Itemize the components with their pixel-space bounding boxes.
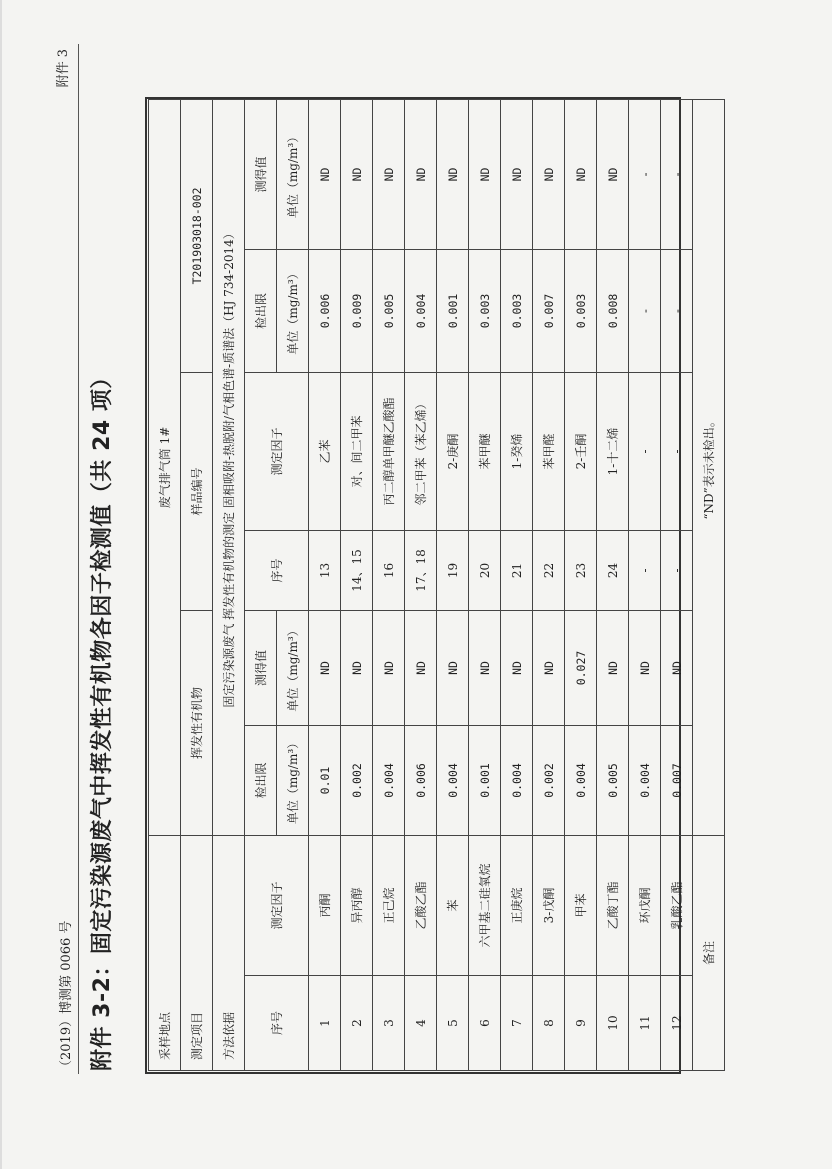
cell-value-right: ND <box>437 99 469 249</box>
cell-limit-right: 0.005 <box>373 249 405 372</box>
cell-limit-left: 0.01 <box>309 725 341 835</box>
cell-seq-left: 12 <box>661 976 693 1071</box>
row-sample-site <box>149 99 181 1070</box>
cell-limit-right: 0.003 <box>565 249 597 372</box>
table-row <box>309 99 341 1070</box>
method-label: 方法依据 <box>213 835 245 1070</box>
table-row <box>469 99 501 1070</box>
cell-limit-right: 0.003 <box>469 249 501 372</box>
cell-factor-left: 乙酸丁酯 <box>597 835 629 975</box>
cell-value-left: ND <box>629 610 661 725</box>
col-measured-left: 测得值 <box>245 610 277 725</box>
col-unit-limit-right: 单位（mg/m³） <box>277 249 309 372</box>
cell-seq-right: - <box>629 530 661 610</box>
cell-seq-right: 21 <box>501 530 533 610</box>
row-col-header-1 <box>245 99 277 1070</box>
row-item <box>181 99 213 1070</box>
cell-value-right: ND <box>341 99 373 249</box>
table-row <box>597 99 629 1070</box>
table-row <box>341 99 373 1070</box>
col-factor-left: 测定因子 <box>245 835 309 975</box>
cell-factor-right: 邻二甲苯（苯乙烯） <box>405 372 437 530</box>
cell-value-left: ND <box>341 610 373 725</box>
table-row <box>565 99 597 1070</box>
cell-limit-right: 0.006 <box>309 249 341 372</box>
cell-limit-left: 0.004 <box>501 725 533 835</box>
cell-factor-left: 六甲基二硅氧烷 <box>469 835 501 975</box>
cell-value-right: - <box>629 99 661 249</box>
cell-limit-right: 0.001 <box>437 249 469 372</box>
document-number: （2019）博测第 0066 号 <box>59 920 74 1073</box>
cell-value-left: ND <box>501 610 533 725</box>
page-title: 附件 3-2：固定污染源废气中挥发性有机物各因子检测值（共 24 项） <box>90 366 115 1071</box>
cell-seq-right: 16 <box>373 530 405 610</box>
cell-factor-left: 异丙醇 <box>341 835 373 975</box>
col-unit-measured-right: 单位（mg/m³） <box>277 99 309 249</box>
page-edge <box>0 0 2 1169</box>
cell-value-left: ND <box>405 610 437 725</box>
cell-limit-left: 0.004 <box>437 725 469 835</box>
cell-limit-left: 0.006 <box>405 725 437 835</box>
cell-value-left: ND <box>309 610 341 725</box>
cell-seq-right: - <box>661 530 693 610</box>
cell-seq-right: 17、18 <box>405 530 437 610</box>
cell-factor-left: 正庚烷 <box>501 835 533 975</box>
cell-value-right: ND <box>373 99 405 249</box>
cell-limit-right: 0.008 <box>597 249 629 372</box>
cell-limit-left: 0.005 <box>597 725 629 835</box>
cell-seq-right: 24 <box>597 530 629 610</box>
sample-site-value: 废气排气筒 1# <box>149 99 181 835</box>
cell-limit-right: - <box>661 249 693 372</box>
table-row <box>501 99 533 1070</box>
remarks-label: 备注 <box>693 835 725 1070</box>
cell-seq-right: 13 <box>309 530 341 610</box>
row-method <box>213 99 245 1070</box>
cell-seq-right: 14、15 <box>341 530 373 610</box>
method-value: 固定污染源废气 挥发性有机物的测定 固相吸附-热脱附/气相色谱-质谱法（HJ 734-2014） <box>213 99 245 835</box>
cell-factor-left: 甲苯 <box>565 835 597 975</box>
cell-seq-right: 22 <box>533 530 565 610</box>
table-row <box>661 99 693 1070</box>
cell-value-left: ND <box>373 610 405 725</box>
table-row <box>373 99 405 1070</box>
cell-seq-left: 3 <box>373 976 405 1071</box>
cell-factor-right: - <box>629 372 661 530</box>
cell-seq-left: 11 <box>629 976 661 1071</box>
table-row <box>533 99 565 1070</box>
col-seq-right: 序号 <box>245 530 309 610</box>
cell-seq-left: 9 <box>565 976 597 1071</box>
cell-value-left: ND <box>661 610 693 725</box>
cell-factor-left: 苯 <box>437 835 469 975</box>
cell-seq-right: 20 <box>469 530 501 610</box>
cell-limit-left: 0.004 <box>629 725 661 835</box>
cell-seq-left: 4 <box>405 976 437 1071</box>
table-row <box>405 99 437 1070</box>
cell-value-left: ND <box>469 610 501 725</box>
cell-factor-right: 2-庚酮 <box>437 372 469 530</box>
attachment-label: 附件 3 <box>56 49 71 88</box>
cell-factor-left: 乳酸乙酯 <box>661 835 693 975</box>
cell-value-left: ND <box>597 610 629 725</box>
cell-factor-left: 乙酸乙酯 <box>405 835 437 975</box>
cell-factor-right: 1-十二烯 <box>597 372 629 530</box>
cell-limit-left: 0.001 <box>469 725 501 835</box>
cell-factor-right: 1-癸烯 <box>501 372 533 530</box>
remarks-text: “ND”表示未检出。 <box>693 99 725 835</box>
cell-seq-left: 5 <box>437 976 469 1071</box>
cell-value-left: ND <box>533 610 565 725</box>
cell-seq-left: 7 <box>501 976 533 1071</box>
cell-value-left: ND <box>437 610 469 725</box>
cell-seq-right: 23 <box>565 530 597 610</box>
cell-value-right: ND <box>533 99 565 249</box>
table-row <box>629 99 661 1070</box>
cell-seq-left: 6 <box>469 976 501 1071</box>
col-seq-left: 序号 <box>245 976 309 1071</box>
cell-limit-left: 0.004 <box>565 725 597 835</box>
cell-factor-left: 正己烷 <box>373 835 405 975</box>
cell-value-right: ND <box>501 99 533 249</box>
col-limit-right: 检出限 <box>245 249 277 372</box>
cell-factor-right: - <box>661 372 693 530</box>
row-remarks <box>693 99 725 1070</box>
cell-limit-left: 0.007 <box>661 725 693 835</box>
cell-limit-right: 0.004 <box>405 249 437 372</box>
sample-no-label: 样品编号 <box>181 372 213 610</box>
cell-factor-left: 3-戊酮 <box>533 835 565 975</box>
cell-value-right: ND <box>565 99 597 249</box>
cell-limit-left: 0.002 <box>341 725 373 835</box>
col-measured-right: 测得值 <box>245 99 277 249</box>
sample-site-label: 采样地点 <box>149 835 181 1070</box>
cell-seq-left: 1 <box>309 976 341 1071</box>
cell-value-right: ND <box>597 99 629 249</box>
sample-no-value: T201903018-002 <box>181 99 213 372</box>
cell-seq-right: 19 <box>437 530 469 610</box>
cell-factor-left: 环戊酮 <box>629 835 661 975</box>
item-value: 挥发性有机物 <box>181 610 213 835</box>
col-unit-limit-left: 单位（mg/m³） <box>277 725 309 835</box>
cell-value-right: ND <box>405 99 437 249</box>
cell-limit-left: 0.004 <box>373 725 405 835</box>
item-label: 测定项目 <box>181 835 213 1070</box>
cell-value-right: - <box>661 99 693 249</box>
cell-limit-right: - <box>629 249 661 372</box>
cell-seq-left: 8 <box>533 976 565 1071</box>
cell-factor-right: 苯甲醛 <box>533 372 565 530</box>
cell-factor-right: 苯甲醚 <box>469 372 501 530</box>
cell-factor-right: 乙苯 <box>309 372 341 530</box>
col-factor-right: 测定因子 <box>245 372 309 530</box>
cell-limit-right: 0.009 <box>341 249 373 372</box>
col-limit-left: 检出限 <box>245 725 277 835</box>
cell-factor-left: 丙酮 <box>309 835 341 975</box>
header-rule <box>78 44 79 1074</box>
cell-seq-left: 2 <box>341 976 373 1071</box>
col-unit-measured-left: 单位（mg/m³） <box>277 610 309 725</box>
cell-factor-right: 2-壬酮 <box>565 372 597 530</box>
cell-factor-right: 对、间二甲苯 <box>341 372 373 530</box>
cell-limit-left: 0.002 <box>533 725 565 835</box>
cell-value-right: ND <box>469 99 501 249</box>
cell-value-left: 0.027 <box>565 610 597 725</box>
results-table <box>148 99 725 1071</box>
cell-value-right: ND <box>309 99 341 249</box>
cell-limit-right: 0.003 <box>501 249 533 372</box>
cell-factor-right: 丙二醇单甲醚乙酸酯 <box>373 372 405 530</box>
table-row <box>437 99 469 1070</box>
cell-limit-right: 0.007 <box>533 249 565 372</box>
cell-seq-left: 10 <box>597 976 629 1071</box>
